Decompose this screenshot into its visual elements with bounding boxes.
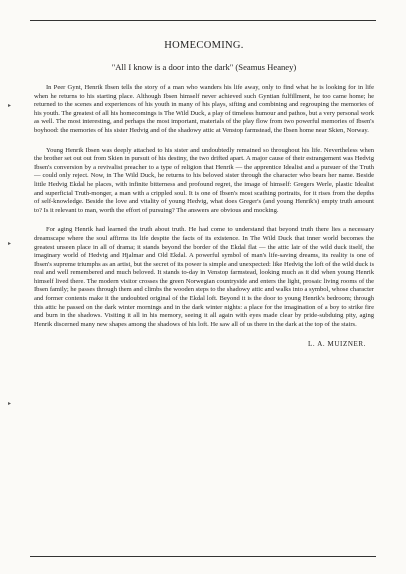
paragraph-1: In Peer Gynt, Henrik Ibsen tells the story of a man who wanders his life away, only to find what he is looking for in life when he returns to his starting place. Although Ibsen himself never achieved such Gyntian fulfillment, he too came home; he returned to the scenes and experiences of his youth in many of his plays, sifting and combining and regrouping the memories of his youth. The greatest of all his homecomings is The Wild Duck, a play of timeless humour and pathos, but a very personal work as well. The most interesting, and perhaps the most important, materials of the play flow from two powerful memories of Ibsen's boyhood: the memories of his sister Hedvig and of the shadowy attic at Venstop farmstead, the Ibsen home near Skien, Norway. (34, 84, 374, 134)
document-title: HOMECOMING. (164, 40, 244, 51)
paragraph-3: For aging Henrik had learned the truth about truth. He had come to understand that beyond truth there lies a necessary dreamscape where the soul affirms its life despite the facts of its existence. In The Wild Duck that inner world becomes the greatest unseen place in all of drama; it stands beyond the border of the Ekdal flat — the attic lair of the wild duck itself, the imaginary world of Hedvig and Hjalmar and Old Ekdal. A powerful symbol of man's life-saving dreams, its reality is one of Ibsen's supreme triumphs as an artist, but the secret of its power is simple and unexpected: like Hedvig the loft of the wild duck is real and well remembered and much beloved. It stands to-day in Venstop farmstead, looking much as it did when young Henrik himself lived there. The modern visitor crosses the green Norwegian countryside and enters the light, prosaic living rooms of the Ibsen family; he passes through them and climbs the wooden steps to the shadowy attic and walks into a symbol, whose character and former contents make it the undoubted original of the Ekdal loft. Beyond it is the door to young Henrik's bedroom; through this attic he passed on the dark winter mornings and in the dark winter nights: a place for the imagination of a boy to strike fire and burn in the shadows. Visiting it all in his memory, seeing it all again with eyes made clear by pride-subduing pity, aging Henrik discerned many new shapes among the shadows of his loft. He saw all of us there in the dark at the top of the stairs. (34, 226, 374, 328)
document-page (34, 40, 374, 348)
margin-mark: ▸ (8, 103, 12, 109)
epigraph: "All I know is a door into the dark" (Seamus Heaney) (111, 62, 297, 72)
bottom-rule (30, 556, 376, 557)
author-signature: L. A. MUIZNER. (308, 340, 366, 349)
margin-mark: ▸ (8, 401, 12, 407)
paragraph-2: Young Henrik Ibsen was deeply attached to his sister and undoubtedly remained so throughout his life. Nevertheless when the brother set out out from Skien in pursuit of his destiny, the two drifted apart. A major cause of their estrangement was Hedvig Ibsen's conversion by a revivalist preacher to a type of religion that Henrik — the apprentice Idealist and a pursuer of the Truth — could only reject. Now, in The Wild Duck, he returns to his beloved sister through the character who bears her name. Beside little Hedvig Ekdal he places, with infinite bitterness and profound regret, the image of himself: Gregers Werle, plastic Idealist and superficial Truth-monger, a man with a crippled soul. It is one of Ibsen's most scathing portraits, for it rises from the depths of self-knowledge. Beside the love and vitality of young Hedvig, what does Greger's (and young Henrik's) empty truth amount to? Is it relevant to man, worth the effort of pursuing? The answers are obvious and mocking. (34, 146, 374, 214)
top-rule (30, 20, 376, 21)
margin-mark: ▸ (8, 241, 12, 247)
